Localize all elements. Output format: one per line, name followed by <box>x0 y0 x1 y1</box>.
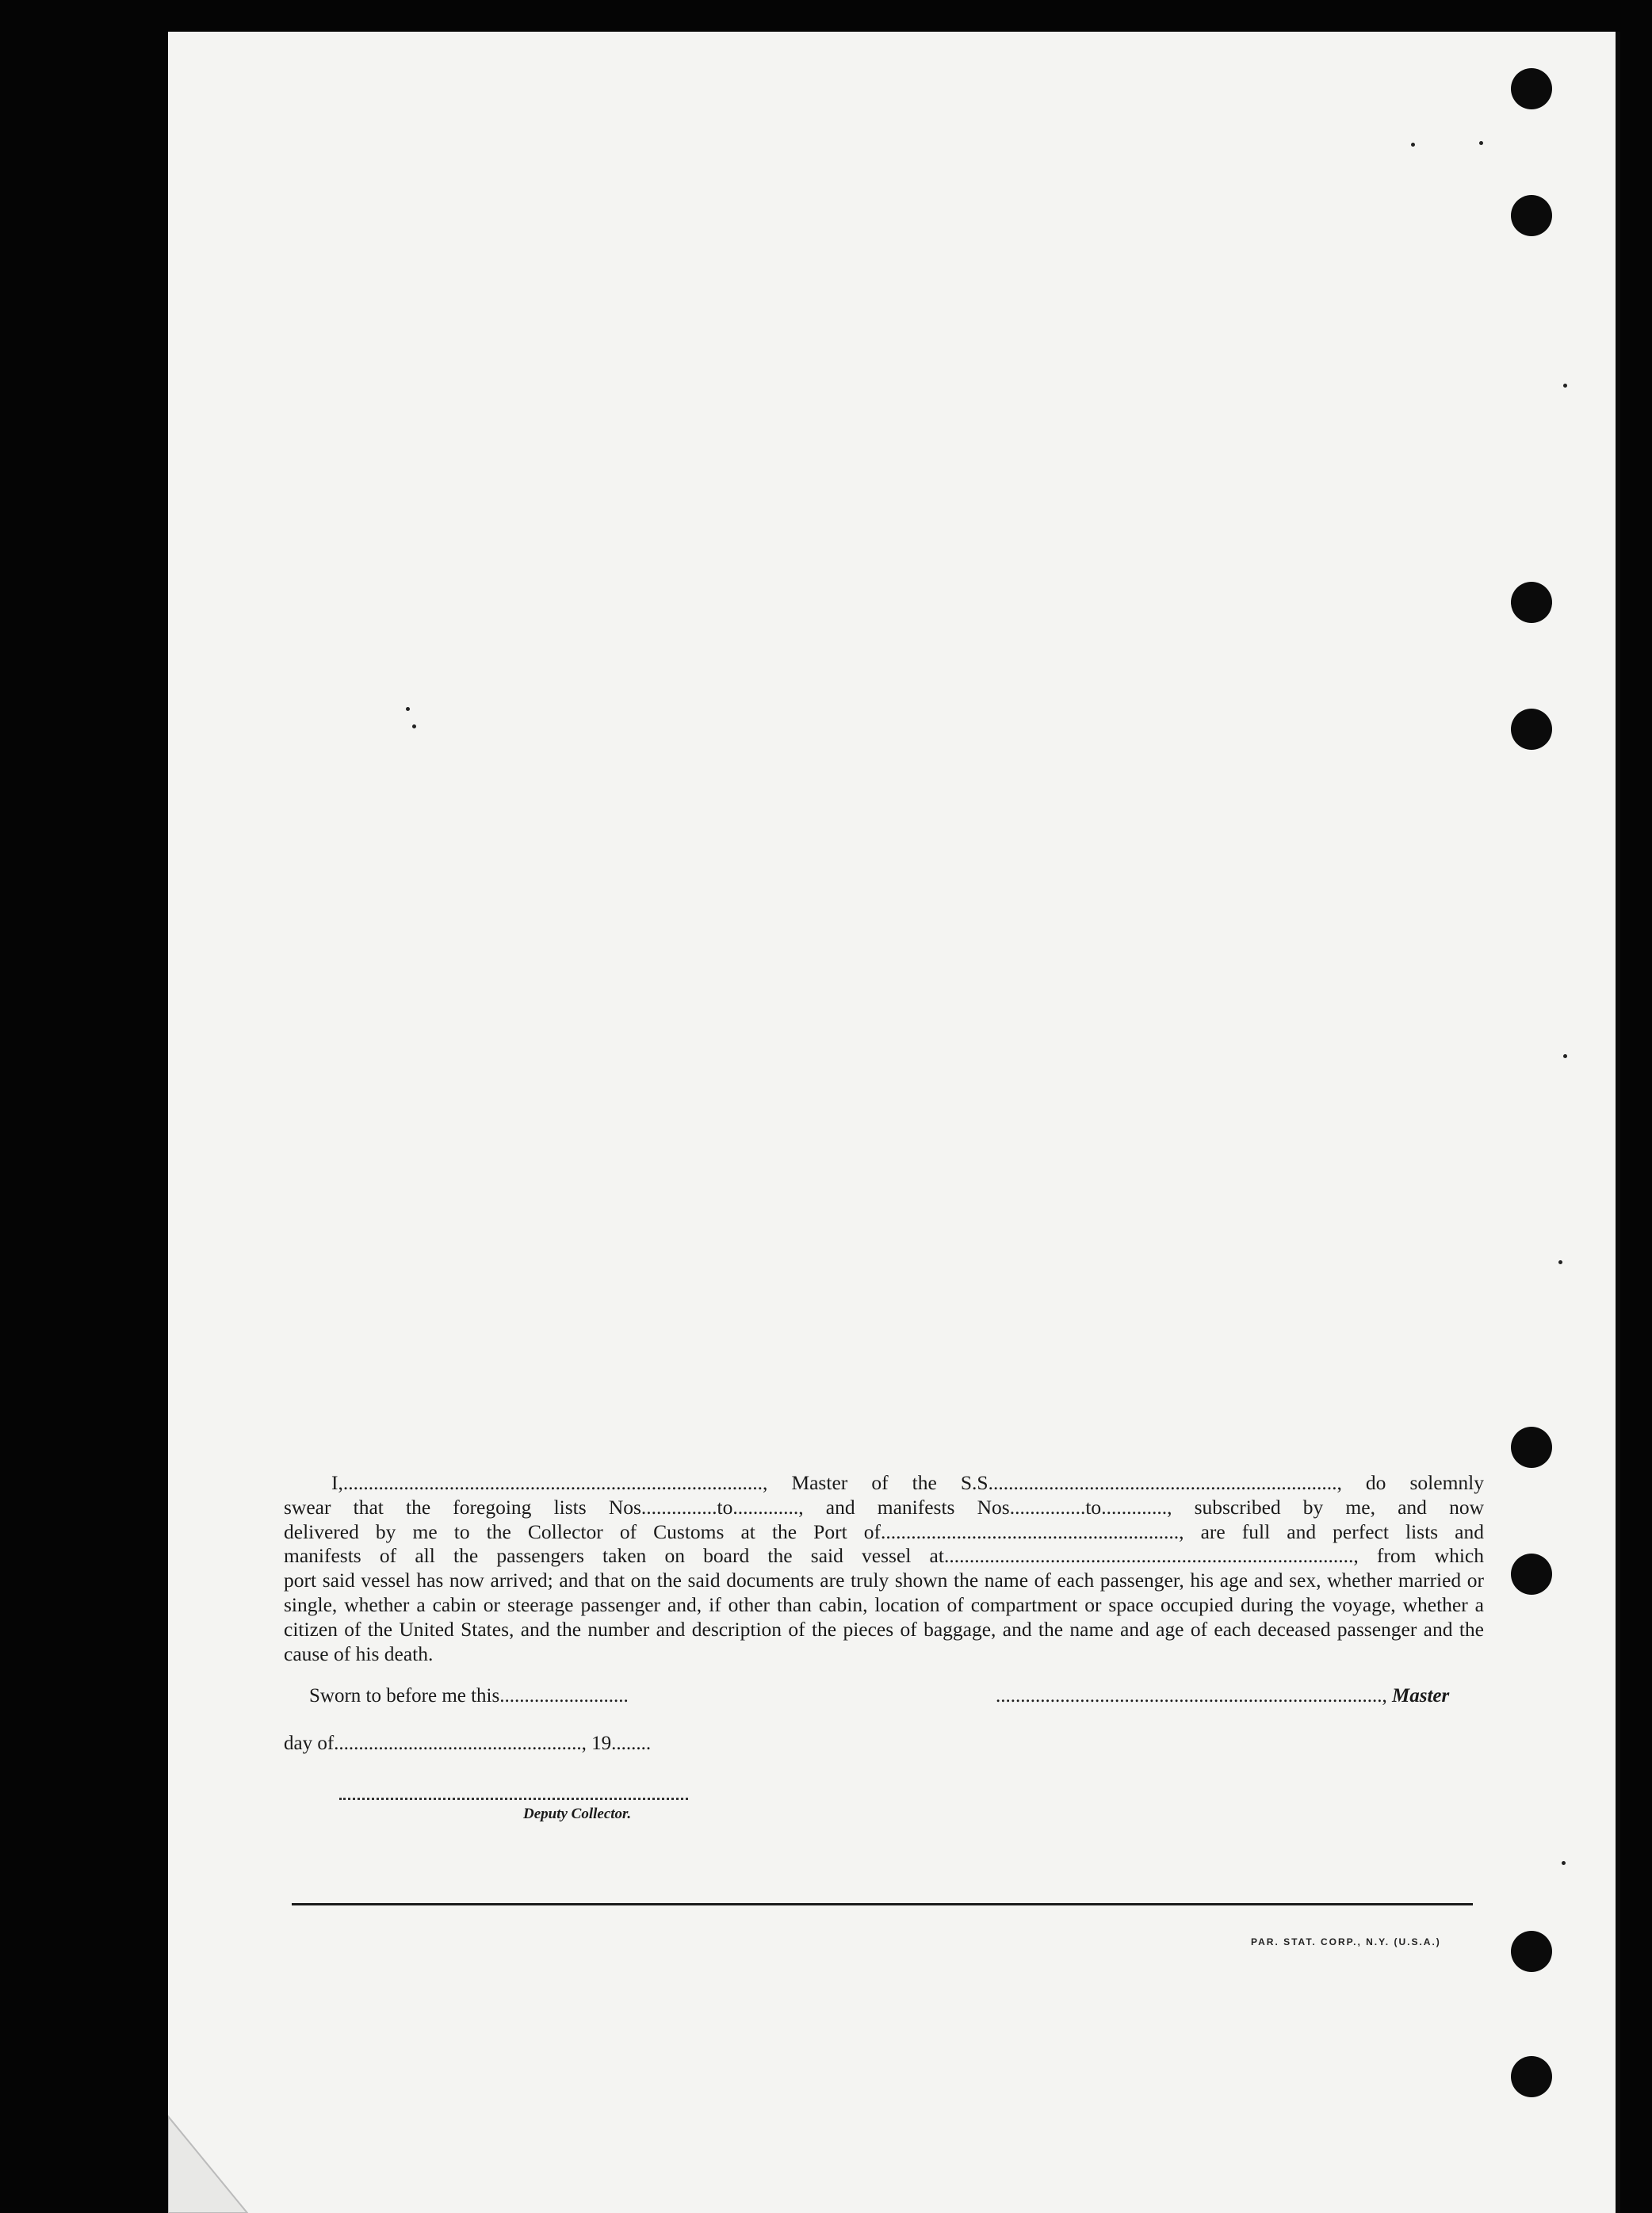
punch-hole <box>1511 195 1552 236</box>
punch-hole <box>1511 709 1552 750</box>
sworn-label: Sworn to before me this <box>309 1685 500 1707</box>
day-of-row <box>284 1733 651 1755</box>
page-edge <box>1616 32 1620 2213</box>
blank-day-of: .................................................. <box>334 1733 582 1754</box>
oath-line3-delivered: delivered by me to the Collector of Customs at the Port of <box>284 1519 881 1543</box>
oath-line3-lists: , are full and perfect lists and <box>1179 1519 1484 1543</box>
speck <box>1479 141 1483 145</box>
blank-list-to: ............. <box>732 1495 799 1519</box>
deputy-signature-line <box>339 1798 688 1800</box>
oath-line2-to2: to <box>1085 1495 1102 1519</box>
year-prefix: , 19 <box>581 1733 612 1754</box>
punch-hole <box>1511 68 1552 109</box>
blank-list-from: ............... <box>641 1495 717 1519</box>
deputy-collector-label: Deputy Collector. <box>523 1806 632 1822</box>
printer-imprint: PAR. STAT. CORP., N.Y. (U.S.A.) <box>1251 1936 1441 1947</box>
oath-line2-manifests: , and manifests Nos <box>798 1495 1010 1519</box>
oath-paragraph <box>284 1471 1484 1666</box>
punch-hole <box>1511 1554 1552 1595</box>
oath-line2-lists: swear that the foregoing lists Nos <box>284 1495 641 1519</box>
speck <box>1562 1861 1566 1865</box>
sworn-row <box>309 1685 629 1707</box>
oath-line2-to1: to <box>717 1495 733 1519</box>
speck <box>1558 1260 1562 1264</box>
master-label: Master <box>1392 1685 1450 1707</box>
corner-fold <box>168 2093 295 2213</box>
punch-hole <box>1511 582 1552 623</box>
blank-year: ........ <box>611 1733 652 1754</box>
blank-port: ........................................................... <box>881 1519 1180 1543</box>
horizontal-rule <box>292 1903 1473 1905</box>
punch-hole <box>1511 1931 1552 1972</box>
blank-embark-port: ................................................................................. <box>943 1544 1354 1568</box>
oath-line2-subscribed: , subscribed by me, and now <box>1167 1495 1484 1519</box>
day-of-label: day of <box>284 1733 335 1754</box>
punch-hole <box>1511 2056 1552 2097</box>
document-page <box>168 32 1616 2213</box>
blank-sworn-date: .......................... <box>499 1685 629 1707</box>
master-signature-row: .............................................................................., Master <box>996 1685 1450 1707</box>
oath-body: port said vessel has now arrived; and that on the said documents are truly shown the name of each passenger, his age and sex, whether married or single, whether a cabin or steerage passenger and, if other than cabin, location of compartment or space occupied during the voyage, whether a citizen of the United States, and the number and description of the pieces of baggage, and the name and age of each deceased passenger and the cause of his death. <box>284 1569 1484 1665</box>
speck <box>406 707 410 711</box>
oath-line4-manifests: manifests of all the passengers taken on board the said vessel at <box>284 1544 944 1568</box>
blank-master-name: ................................................................................... <box>342 1471 763 1494</box>
blank-manifest-to: ............. <box>1101 1495 1168 1519</box>
blank-master-signature: .............................................................................. <box>996 1685 1382 1707</box>
speck <box>1563 384 1567 388</box>
speck <box>1411 143 1415 147</box>
oath-line4-from-which: , from which <box>1353 1544 1484 1568</box>
punch-hole <box>1511 1427 1552 1468</box>
speck <box>412 724 416 728</box>
speck <box>1563 1054 1567 1058</box>
oath-line1-solemnly: , do solemnly <box>1337 1471 1484 1494</box>
oath-line1-i: I, <box>331 1471 343 1494</box>
blank-manifest-from: ............... <box>1009 1495 1086 1519</box>
oath-line1-master-of: , Master of the S.S. <box>763 1471 993 1494</box>
blank-ship-name: .................................................................... <box>992 1471 1337 1494</box>
